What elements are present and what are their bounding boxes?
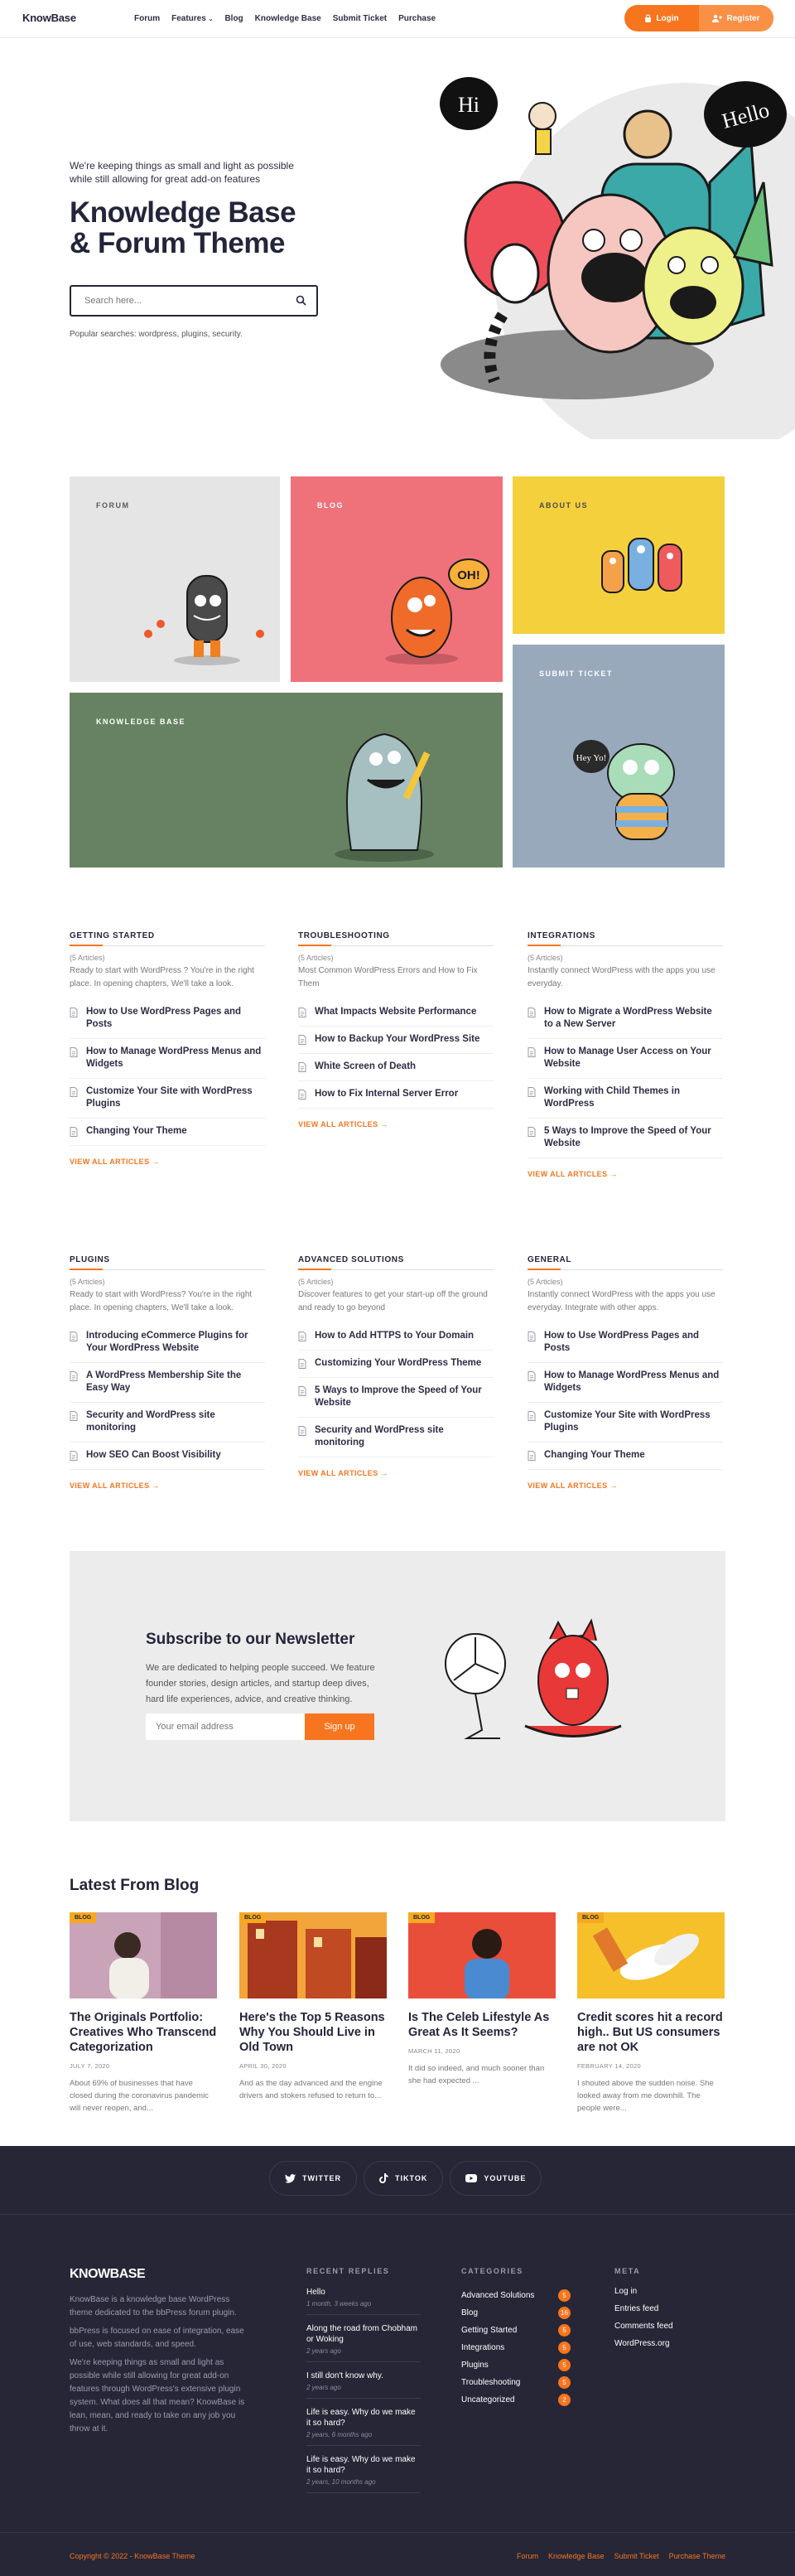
category-block xyxy=(298,1255,494,1477)
hey-bubble: Hey Yo! xyxy=(576,753,607,763)
footer-about-p2: bbPress is focused on ease of integration, ease of use, web standards, and speed. xyxy=(70,2327,244,2349)
article-title: Customize Your Site with WordPress Plugins xyxy=(544,1410,711,1433)
recent-replies-title: RECENT REPLIES xyxy=(306,2267,390,2275)
article-title: How to Manage User Access on Your Website xyxy=(544,1046,711,1069)
reply-item[interactable] xyxy=(306,2454,421,2493)
article-title: Changing Your Theme xyxy=(544,1450,645,1460)
site-logo[interactable]: KnowBase xyxy=(22,12,76,24)
nav-blog[interactable]: Blog xyxy=(224,14,243,23)
kb-monster-illustration xyxy=(70,693,503,868)
document-icon xyxy=(298,1062,306,1072)
article-title: How to Use WordPress Pages and Posts xyxy=(544,1331,700,1353)
category-title[interactable]: INTEGRATIONS xyxy=(528,931,723,946)
recent-replies xyxy=(306,2267,421,2501)
footer-category-item[interactable] xyxy=(461,2356,571,2374)
article-link[interactable] xyxy=(298,1081,494,1109)
footer-category-name: Integrations xyxy=(461,2343,505,2352)
youtube-label: YOUTUBE xyxy=(484,2174,527,2182)
reply-date: 2 years ago xyxy=(306,2347,341,2355)
view-all-label: VIEW ALL ARTICLES xyxy=(298,1469,378,1477)
category-desc: Ready to start with WordPress? You're in the right place. In opening chapters, We'll take a look. xyxy=(70,1290,253,1312)
reply-item[interactable] xyxy=(306,2407,421,2446)
category-count: (5 Articles) xyxy=(298,954,334,962)
blog-post-image[interactable] xyxy=(239,1912,387,1998)
document-icon xyxy=(298,1090,306,1100)
footer-category-name: Uncategorized xyxy=(461,2395,515,2404)
document-icon xyxy=(298,1008,306,1017)
document-icon xyxy=(70,1127,78,1137)
about-monsters-illustration xyxy=(513,476,725,634)
document-icon xyxy=(298,1359,306,1369)
article-list xyxy=(298,1323,494,1457)
tile-forum[interactable] xyxy=(70,476,280,682)
view-all-label: VIEW ALL ARTICLES xyxy=(528,1170,608,1178)
nav-purchase[interactable]: Purchase xyxy=(398,14,436,23)
signup-button[interactable]: Sign up xyxy=(305,1713,374,1740)
document-icon xyxy=(528,1331,536,1341)
meta-entries-feed[interactable]: Entries feed xyxy=(614,2304,659,2313)
lock-icon xyxy=(644,14,652,22)
tile-forum-label: FORUM xyxy=(96,501,130,510)
category-block xyxy=(528,931,723,1178)
article-list xyxy=(298,999,494,1109)
category-count: (5 Articles) xyxy=(528,954,563,962)
article-link[interactable] xyxy=(298,1054,494,1081)
document-icon xyxy=(528,1451,536,1461)
article-title: A WordPress Membership Site the Easy Way xyxy=(86,1370,242,1393)
view-all-articles-link[interactable] xyxy=(298,1120,494,1129)
nav-submit-ticket[interactable]: Submit Ticket xyxy=(332,14,388,23)
categories-list xyxy=(461,2287,571,2409)
view-all-label: VIEW ALL ARTICLES xyxy=(70,1481,150,1490)
article-list xyxy=(70,1323,265,1470)
document-icon xyxy=(528,1127,536,1137)
category-desc: Most Common WordPress Errors and How to Fix Them xyxy=(298,966,478,988)
arrow-right-icon: → xyxy=(152,1481,160,1490)
meta-title: META xyxy=(614,2267,641,2275)
tile-about-label: ABOUT US xyxy=(539,501,588,510)
article-title: How to Manage WordPress Menus and Widgets xyxy=(86,1046,262,1069)
post-thumbnail xyxy=(408,1912,556,1998)
article-link[interactable] xyxy=(70,1363,265,1403)
view-all-articles-link[interactable] xyxy=(70,1158,265,1166)
blog-post-image[interactable] xyxy=(577,1912,725,1998)
footer-about-p3: We're keeping things as small and light as possible while still allowing for great add-on features through WordPress's extensive plugin system. What does all that mean? KnowBase is lean, mean, and ready to take on any job you throw at it. xyxy=(70,2358,245,2433)
blog-heading: Latest From Blog xyxy=(70,1877,200,1894)
footer-category-item[interactable] xyxy=(461,2374,571,2391)
reply-item[interactable] xyxy=(306,2287,421,2315)
category-title[interactable]: GENERAL xyxy=(528,1255,723,1270)
document-icon xyxy=(70,1451,78,1461)
tile-ticket-label: SUBMIT TICKET xyxy=(539,669,613,678)
category-desc: Discover features to get your start-up off the ground and ready to go beyond xyxy=(298,1290,488,1312)
arrow-right-icon: → xyxy=(380,1120,388,1129)
search-input[interactable] xyxy=(71,287,278,315)
article-link[interactable] xyxy=(528,1443,723,1470)
tiktok-icon xyxy=(379,2173,388,2183)
article-title: How to Fix Internal Server Error xyxy=(315,1089,459,1099)
site-footer xyxy=(0,2146,795,2576)
arrow-right-icon: → xyxy=(380,1469,388,1477)
blog-post-date: MARCH 11, 2020 xyxy=(408,2047,460,2055)
category-block xyxy=(70,931,265,1166)
article-title: Customize Your Site with WordPress Plugins xyxy=(86,1086,253,1109)
category-block xyxy=(528,1255,723,1490)
article-title: How to Manage WordPress Menus and Widgets xyxy=(544,1370,720,1393)
document-icon xyxy=(70,1047,78,1057)
document-icon xyxy=(528,1087,536,1097)
blog-badge[interactable]: BLOG xyxy=(70,1912,96,1923)
article-title: Security and WordPress site monitoring xyxy=(315,1425,444,1447)
nav-knowledge-base[interactable]: Knowledge Base xyxy=(254,14,321,23)
article-title: Customizing Your WordPress Theme xyxy=(315,1358,482,1368)
newsletter-email-input[interactable] xyxy=(146,1713,305,1740)
footer-category-name: Plugins xyxy=(461,2361,489,2370)
document-icon xyxy=(298,1386,306,1396)
arrow-right-icon: → xyxy=(610,1170,618,1178)
reply-text: Along the road from Chobham or Woking xyxy=(306,2324,417,2344)
footer-links xyxy=(517,2552,725,2560)
reply-date: 2 years, 6 months ago xyxy=(306,2431,373,2438)
nav-features[interactable] xyxy=(171,14,213,23)
social-links xyxy=(269,2161,542,2196)
blog-post-date: JULY 7, 2020 xyxy=(70,2062,110,2070)
article-title: Changing Your Theme xyxy=(86,1126,187,1136)
arrow-right-icon: → xyxy=(152,1158,160,1166)
post-thumbnail xyxy=(577,1912,725,1998)
site-header xyxy=(0,0,795,38)
newsletter-fan-monster-illustration xyxy=(434,1614,633,1755)
newsletter-section xyxy=(70,1551,725,1821)
article-title: How to Add HTTPS to Your Domain xyxy=(315,1331,475,1341)
tile-blog[interactable] xyxy=(291,476,503,682)
view-all-articles-link[interactable] xyxy=(528,1481,723,1490)
article-link[interactable] xyxy=(70,1079,265,1119)
register-label: Register xyxy=(726,13,760,23)
category-count: (5 Articles) xyxy=(70,954,105,962)
article-link[interactable] xyxy=(528,1079,723,1119)
document-icon xyxy=(70,1371,78,1381)
reply-text: I still don't know why. xyxy=(306,2371,383,2380)
categories-title: CATEGORIES xyxy=(461,2267,523,2275)
meta-login[interactable]: Log in xyxy=(614,2287,638,2296)
article-title: 5 Ways to Improve the Speed of Your Website xyxy=(315,1385,482,1408)
document-icon xyxy=(298,1035,306,1045)
document-icon xyxy=(70,1411,78,1421)
reply-item[interactable] xyxy=(306,2371,421,2399)
blog-post-image[interactable] xyxy=(408,1912,556,1998)
article-title: 5 Ways to Improve the Speed of Your Website xyxy=(544,1126,711,1148)
blog-post-date: APRIL 30, 2020 xyxy=(239,2062,287,2070)
blog-post-card[interactable] xyxy=(70,1912,217,2114)
article-link[interactable] xyxy=(70,1323,265,1363)
blog-post-title[interactable]: Is The Celeb Lifestyle As Great As It Seems? xyxy=(408,2011,550,2039)
footer-bottom-divider xyxy=(0,2532,795,2533)
reply-text: Life is easy. Why do we make it so hard? xyxy=(306,2408,416,2428)
document-icon xyxy=(528,1008,536,1017)
footer-category-item[interactable] xyxy=(461,2287,571,2304)
article-title: How to Migrate a WordPress Website to a New Server xyxy=(544,1007,712,1029)
reply-date: 2 years, 10 months ago xyxy=(306,2478,376,2486)
hero-subtitle: We're keeping things as small and light as possible while still allowing for great add-on features xyxy=(70,160,294,185)
article-title: White Screen of Death xyxy=(315,1061,417,1071)
blog-post-date: FEBRUARY 14, 2020 xyxy=(577,2062,641,2070)
blog-badge[interactable]: BLOG xyxy=(239,1912,266,1923)
blog-post-card[interactable] xyxy=(239,1912,387,2102)
document-icon xyxy=(70,1331,78,1341)
reply-text: Hello xyxy=(306,2288,325,2297)
post-thumbnail xyxy=(239,1912,387,1998)
footer-category-name: Getting Started xyxy=(461,2326,518,2335)
footer-category-count: 5 xyxy=(558,2324,571,2337)
article-link[interactable] xyxy=(70,1039,265,1079)
register-button[interactable] xyxy=(699,5,773,31)
footer-category-name: Advanced Solutions xyxy=(461,2291,535,2300)
copyright: Copyright © 2022 - KnowBase Theme xyxy=(70,2552,195,2560)
reply-date: 1 month, 3 weeks ago xyxy=(306,2300,372,2308)
article-link[interactable] xyxy=(298,1027,494,1054)
article-link[interactable] xyxy=(528,1119,723,1158)
footer-category-name: Troubleshooting xyxy=(461,2378,521,2387)
category-title[interactable]: GETTING STARTED xyxy=(70,931,265,946)
tile-knowledge-base[interactable] xyxy=(70,693,503,868)
category-count: (5 Articles) xyxy=(528,1278,563,1286)
article-title: How to Backup Your WordPress Site xyxy=(315,1034,480,1044)
article-link[interactable] xyxy=(528,1323,723,1363)
footer-category-count: 5 xyxy=(558,2376,571,2389)
post-thumbnail xyxy=(70,1912,217,1998)
forum-monster-illustration xyxy=(70,476,280,682)
footer-link-knowledge-base[interactable]: Knowledge Base xyxy=(548,2552,605,2560)
article-title: What Impacts Website Performance xyxy=(315,1007,477,1017)
article-link[interactable] xyxy=(70,1403,265,1443)
view-all-articles-link[interactable] xyxy=(298,1469,494,1477)
article-link[interactable] xyxy=(298,1323,494,1351)
ticket-monster-illustration xyxy=(513,645,725,868)
article-title: How SEO Can Boost Visibility xyxy=(86,1450,221,1460)
youtube-button[interactable] xyxy=(450,2161,542,2196)
meta-wordpress-org[interactable]: WordPress.org xyxy=(614,2339,670,2348)
user-plus-icon xyxy=(712,14,722,22)
blog-post-title[interactable]: The Originals Portfolio: Creatives Who Transcend Categorization xyxy=(70,2011,217,2054)
footer-category-item[interactable] xyxy=(461,2304,571,2322)
blog-post-title[interactable]: Here's the Top 5 Reasons Why You Should Live in Old Town xyxy=(239,2011,385,2054)
meta-comments-feed[interactable]: Comments feed xyxy=(614,2322,673,2331)
login-label: Login xyxy=(656,13,679,23)
newsletter-title: Subscribe to our Newsletter xyxy=(146,1631,355,1648)
hero-title-line1: Knowledge Base xyxy=(70,196,296,229)
tile-submit-ticket[interactable] xyxy=(513,645,725,868)
document-icon xyxy=(298,1426,306,1436)
replies-list xyxy=(306,2287,421,2493)
category-block xyxy=(298,931,494,1129)
blog-post-title[interactable]: Credit scores hit a record high.. But US consumers are not OK xyxy=(577,2011,723,2054)
footer-category-name: Blog xyxy=(461,2308,479,2317)
blog-post-excerpt: It did so indeed, and much sooner than she had expected ... xyxy=(408,2064,545,2085)
chevron-down-icon: ⌄ xyxy=(208,17,214,22)
view-all-articles-link[interactable] xyxy=(528,1170,723,1178)
category-count: (5 Articles) xyxy=(70,1278,105,1286)
search-icon[interactable] xyxy=(296,295,306,306)
category-block xyxy=(70,1255,265,1490)
view-all-label: VIEW ALL ARTICLES xyxy=(528,1481,608,1490)
category-desc: Instantly connect WordPress with the apps you use everyday. Integrate with other apps. xyxy=(528,1290,716,1312)
tile-blog-label: BLOG xyxy=(317,501,344,510)
view-all-articles-link[interactable] xyxy=(70,1481,265,1490)
footer-category-item[interactable] xyxy=(461,2339,571,2356)
category-title[interactable]: ADVANCED SOLUTIONS xyxy=(298,1255,494,1270)
bubble-hi: Hi xyxy=(458,93,479,117)
footer-link-purchase-theme[interactable]: Purchase Theme xyxy=(668,2552,725,2560)
blog-post-excerpt: About 69% of businesses that have closed during the coronavirus pandemic will never reopen, and... xyxy=(70,2079,209,2113)
article-title: Security and WordPress site monitoring xyxy=(86,1410,215,1433)
footer-link-submit-ticket[interactable]: Submit Ticket xyxy=(614,2552,659,2560)
footer-meta xyxy=(614,2267,673,2356)
article-link[interactable] xyxy=(298,1418,494,1457)
login-button[interactable] xyxy=(624,5,699,31)
main-nav xyxy=(134,14,436,23)
article-link[interactable] xyxy=(298,999,494,1027)
category-desc: Ready to start with WordPress ? You're in the right place. In opening chapters, We'll take a look. xyxy=(70,966,254,988)
footer-category-item[interactable] xyxy=(461,2391,571,2409)
footer-link-forum[interactable]: Forum xyxy=(517,2552,539,2560)
document-icon xyxy=(70,1008,78,1017)
blog-post-image[interactable] xyxy=(70,1912,217,1998)
blog-badge[interactable]: BLOG xyxy=(408,1912,435,1923)
category-count: (5 Articles) xyxy=(298,1278,334,1286)
tiktok-button[interactable] xyxy=(364,2161,443,2196)
article-link[interactable] xyxy=(70,999,265,1039)
twitter-button[interactable] xyxy=(269,2161,357,2196)
footer-about xyxy=(70,2293,252,2441)
article-link[interactable] xyxy=(528,1039,723,1079)
footer-category-count: 5 xyxy=(558,2359,571,2371)
blog-badge[interactable]: BLOG xyxy=(577,1912,604,1923)
footer-category-count: 16 xyxy=(558,2307,571,2319)
footer-category-item[interactable] xyxy=(461,2322,571,2339)
article-link[interactable] xyxy=(70,1443,265,1470)
twitter-icon xyxy=(285,2174,296,2183)
document-icon xyxy=(528,1047,536,1057)
newsletter-desc: We are dedicated to helping people succeed. We feature founder stories, design articles, and startup deep dives, hard life experiences, advice, and creative thinking. xyxy=(146,1663,375,1704)
reply-date: 2 years ago xyxy=(306,2384,341,2391)
footer-category-count: 5 xyxy=(558,2342,571,2354)
article-list xyxy=(528,999,723,1158)
document-icon xyxy=(528,1411,536,1421)
footer-about-p1: KnowBase is a knowledge base WordPress theme dedicated to the bbPress forum plugin. xyxy=(70,2295,237,2317)
article-title: Introducing eCommerce Plugins for Your WordPress Website xyxy=(86,1331,248,1353)
footer-logo[interactable]: KNOWBASE xyxy=(70,2267,146,2281)
blog-post-excerpt: I shouted above the sudden noise. She looked away from me downhill. The people were... xyxy=(577,2079,714,2113)
twitter-label: TWITTER xyxy=(302,2174,341,2182)
blog-post-card[interactable] xyxy=(408,1912,556,2087)
view-all-label: VIEW ALL ARTICLES xyxy=(298,1120,378,1129)
reply-text: Life is easy. Why do we make it so hard? xyxy=(306,2455,416,2475)
footer-category-count: 5 xyxy=(558,2289,571,2302)
document-icon xyxy=(70,1087,78,1097)
blog-monster-illustration xyxy=(291,476,503,682)
blog-post-card[interactable] xyxy=(577,1912,725,2114)
category-title[interactable]: PLUGINS xyxy=(70,1255,265,1270)
article-link[interactable] xyxy=(298,1378,494,1418)
category-title[interactable]: TROUBLESHOOTING xyxy=(298,931,494,946)
footer-categories xyxy=(461,2267,571,2409)
popular-searches: Popular searches: wordpress, plugins, security. xyxy=(70,330,243,339)
footer-divider xyxy=(0,2214,795,2215)
tile-about-us[interactable] xyxy=(513,476,725,634)
tile-kb-label: KNOWLEDGE BASE xyxy=(96,718,186,726)
footer-category-count: 2 xyxy=(558,2394,571,2406)
document-icon xyxy=(528,1371,536,1381)
category-desc: Instantly connect WordPress with the apps you use everyday. xyxy=(528,966,716,988)
document-icon xyxy=(298,1331,306,1341)
tiktok-label: TIKTOK xyxy=(395,2174,428,2182)
article-title: Working with Child Themes in WordPress xyxy=(544,1086,680,1109)
article-title: How to Use WordPress Pages and Posts xyxy=(86,1007,242,1029)
article-link[interactable] xyxy=(528,1363,723,1403)
auth-buttons xyxy=(624,5,773,31)
nav-features-label: Features xyxy=(171,14,206,23)
arrow-right-icon: → xyxy=(610,1481,618,1490)
bubble-hello: Hello xyxy=(719,97,773,133)
blog-post-excerpt: And as the day advanced and the engine drivers and stokers refused to return to... xyxy=(239,2079,383,2100)
nav-forum[interactable]: Forum xyxy=(134,14,161,23)
hero-title xyxy=(70,197,296,259)
article-list xyxy=(70,999,265,1146)
article-list xyxy=(528,1323,723,1470)
hero-title-line2: & Forum Theme xyxy=(70,227,285,259)
youtube-icon xyxy=(465,2174,477,2182)
search-box xyxy=(70,285,318,317)
article-link[interactable] xyxy=(528,999,723,1039)
oh-bubble: OH! xyxy=(457,568,480,582)
article-link[interactable] xyxy=(528,1403,723,1443)
article-link[interactable] xyxy=(298,1351,494,1378)
article-link[interactable] xyxy=(70,1119,265,1146)
reply-item[interactable] xyxy=(306,2323,421,2362)
hero-monsters-illustration xyxy=(436,66,795,439)
view-all-label: VIEW ALL ARTICLES xyxy=(70,1158,150,1166)
